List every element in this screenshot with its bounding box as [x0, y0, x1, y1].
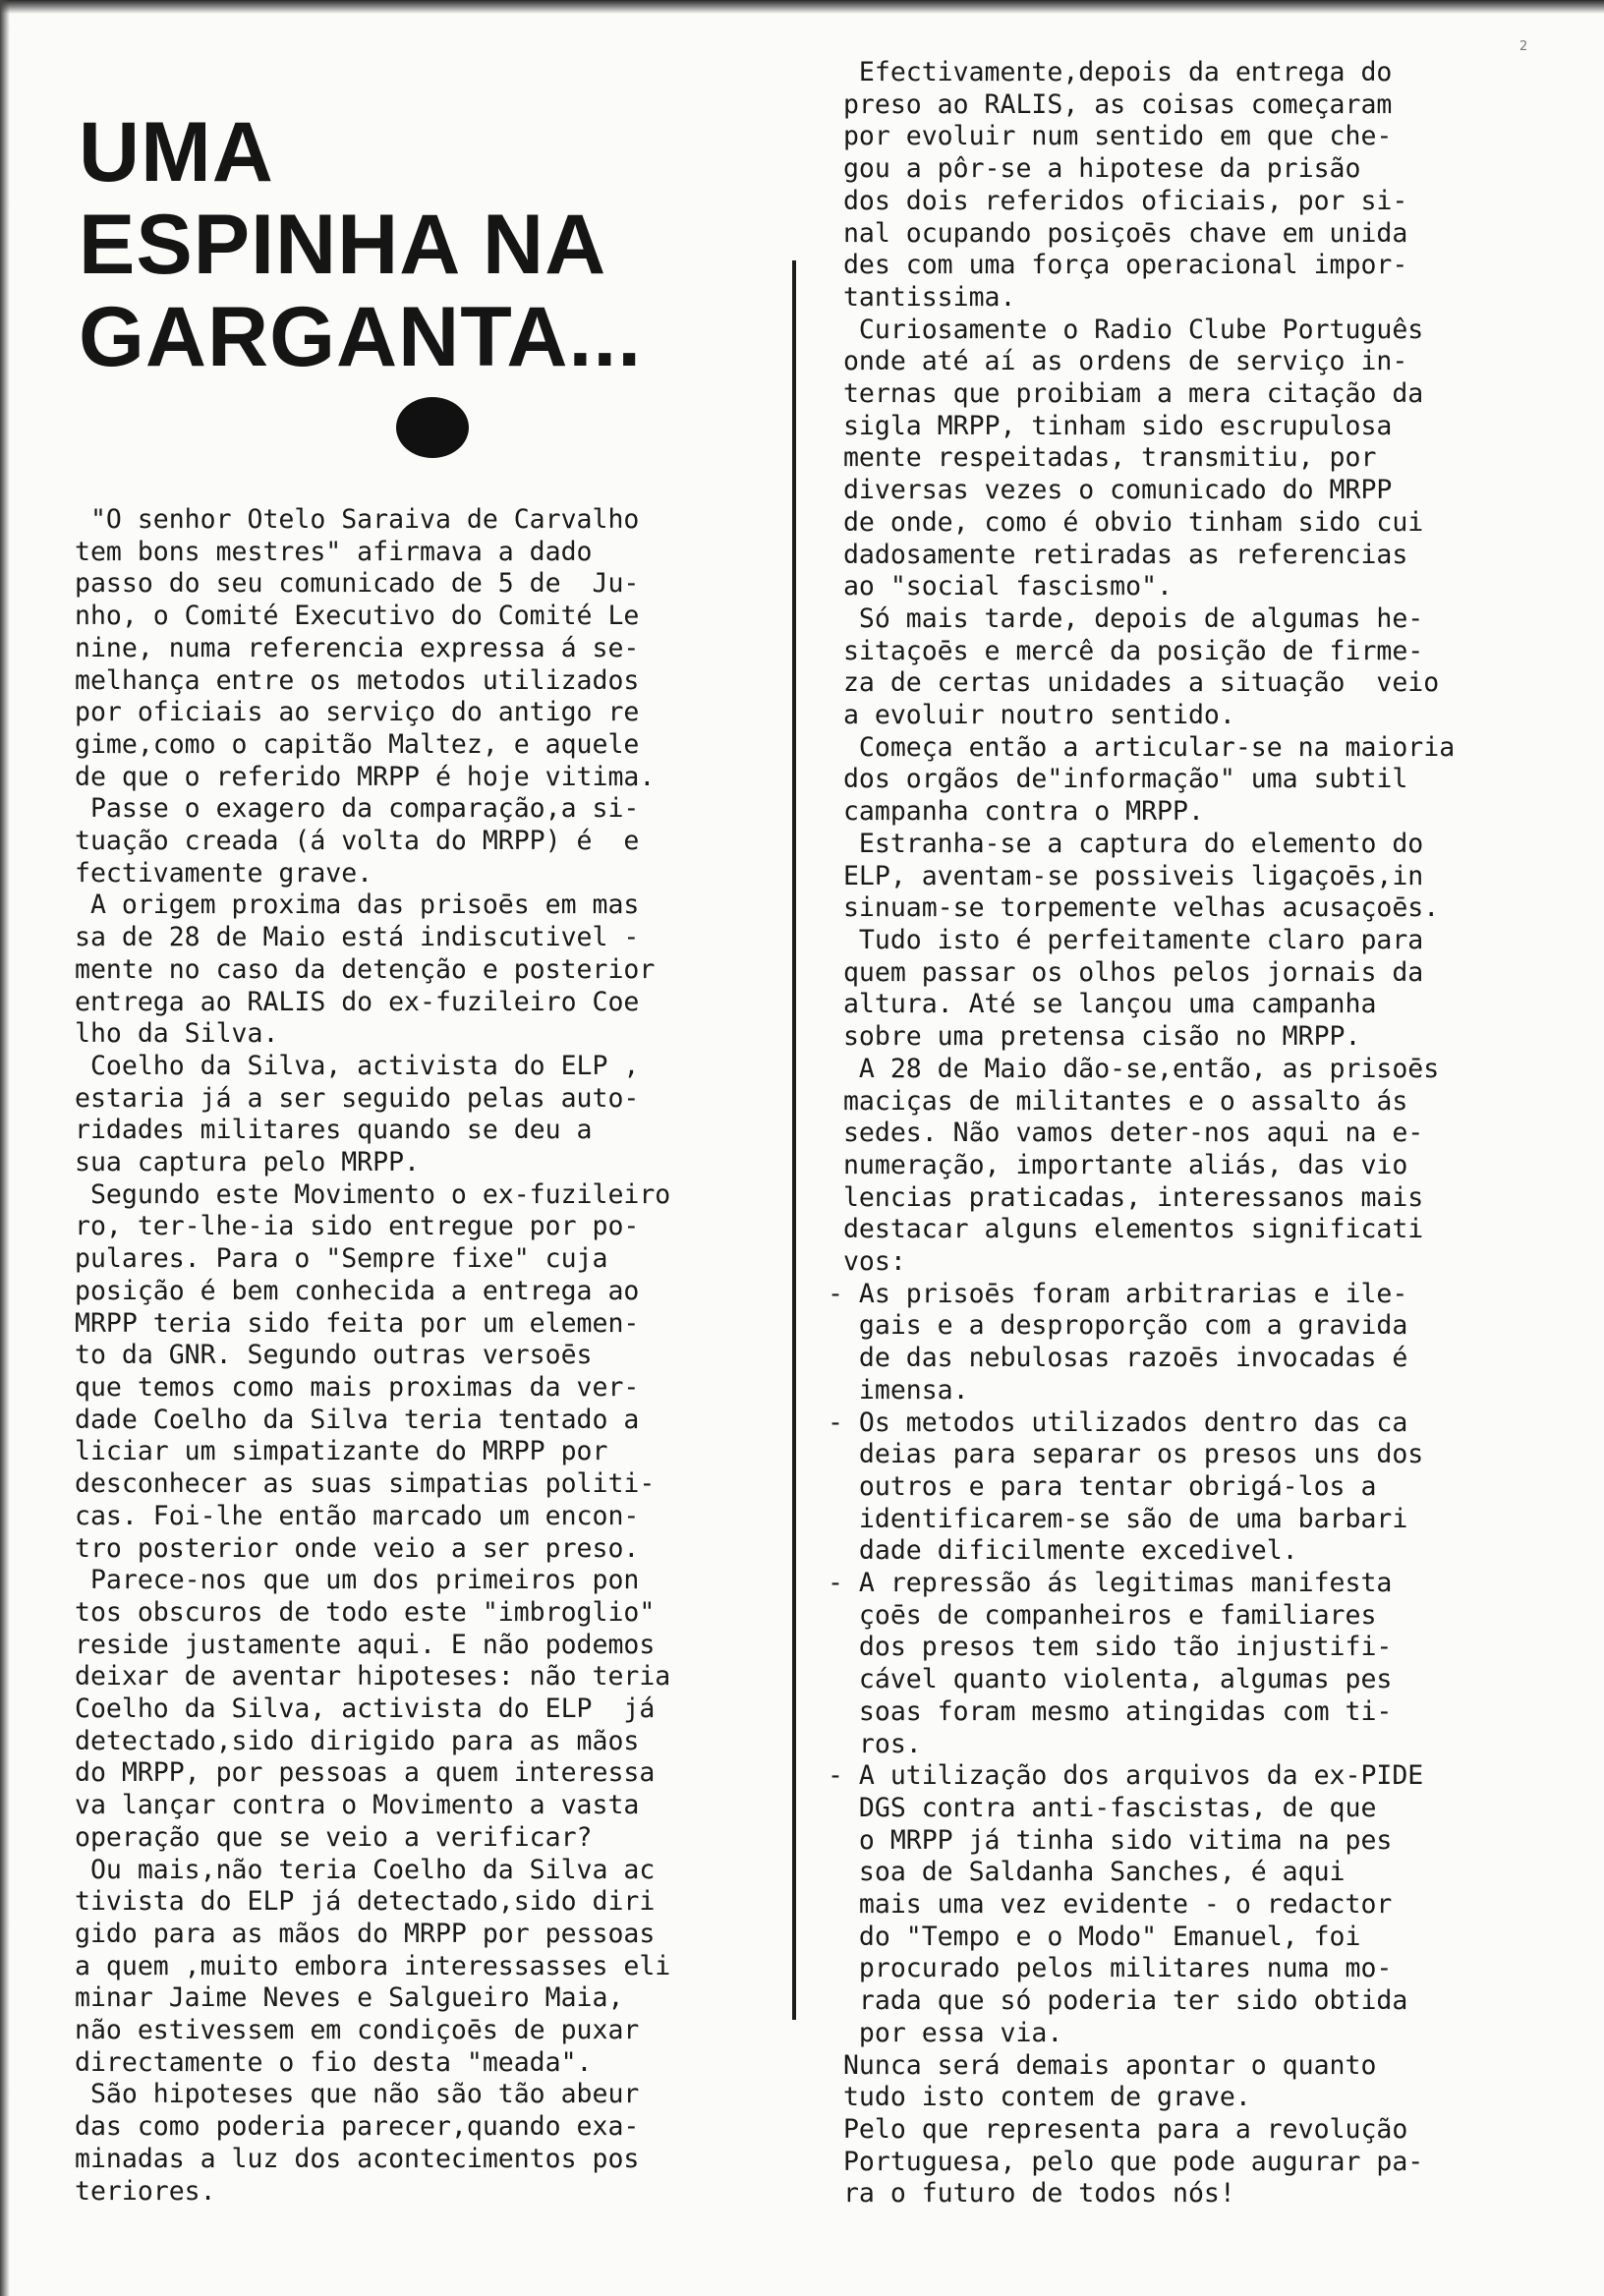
paragraph: Coelho da Silva, activista do ELP , estaria já a ser seguido pelas auto- ridades militares quando se deu a sua captura pelo MRPP.	[75, 1050, 640, 1178]
paragraph: "O senhor Otelo Saraiva de Carvalho tem bons mestres" afirmava a dado passo do seu comunicado de 5 de Ju- nho, o Comité Executivo do Comité Le nine, numa referencia expressa á se- melhança entre os metodos utilizados por oficiais ao serviço do antigo re gime,como o capitão Maltez, e aquele de que o referido MRPP é hoje vitima.	[75, 504, 656, 792]
paragraph: Segundo este Movimento o ex-fuzileiro ro, ter-lhe-ia sido entregue por po- pulares. Para o "Sempre fixe" cuja posição é bem conhecida a entrega ao MRPP teria sido feita por um elemen- to da GNR. Segundo outras versoēs que temos como mais proximas da ver- dade Coelho da Silva teria tentado a liciar um simpatizante do MRPP por desconhecer as suas simpatias politi- cas. Foi-lhe então marcado um encon- tro posterior onde veio a ser preso.	[75, 1178, 671, 1564]
paragraph: Parece-nos que um dos primeiros pon tos obscuros de todo este "imbroglio" reside justamente aqui. E não podemos deixar de aventar hipoteses: não teria Coelho da Silva, activista do ELP já detectado,sido dirigido para as mãos do MRPP, por pessoas a quem interessa va lançar contra o Movimento a vasta operação que se veio a verificar?	[75, 1565, 671, 1853]
paragraph: A origem proxima das prisoēs em mas sa de 28 de Maio está indiscutivel - mente no caso da detenção e posterior entrega ao RALIS do ex-fuzileiro Coe lho da Silva.	[75, 890, 656, 1050]
right-text-column	[828, 57, 1604, 2210]
list-item: - As prisoēs foram arbitrarias e ile- gais e a desproporção com a gravida de das nebulosas razoēs invocadas é imensa.	[828, 1278, 1408, 1406]
left-text-column	[75, 504, 802, 2208]
paragraph: Nunca será demais apontar o quanto tudo isto contem de grave.	[842, 2049, 1377, 2113]
paragraph: Tudo isto é perfeitamente claro para quem passar os olhos pelos jornais da altura. Até se lançou uma campanha sobre uma pretensa cisão no MRPP.	[842, 924, 1424, 1053]
paragraph: Efectivamente,depois da entrega do preso ao RALIS, as coisas começaram por evoluir num sentido em que che- gou a pôr-se a hipotese da prisão dos dois referidos oficiais, por si- nal ocupando posiçoēs chave em unida des com uma força operacional impor- tantissima.	[842, 57, 1408, 313]
column-divider	[792, 260, 796, 2020]
list-item: - Os metodos utilizados dentro das ca deias para separar os presos uns dos outros e para tentar obrigá-los a identificarem-se são de uma barbari dade dificilmente excedivel.	[828, 1406, 1424, 1567]
paragraph: Ou mais,não teria Coelho da Silva ac tivista do ELP já detectado,sido diri gido para as mãos do MRPP por pessoas a quem ,muito embora interessasses eli minar Jaime Neves e Salgueiro Maia, não estivessem em condiçoēs de puxar directamente o fio desta "meada".	[75, 1854, 671, 2078]
paragraph: Só mais tarde, depois de algumas he- sitaçoēs e mercê da posição de firme- za de certas unidades a situação veio a evoluir noutro sentido.	[842, 603, 1440, 731]
list-item: - A repressão ás legitimas manifesta çoēs de companheiros e familiares dos presos tem sido tão injustifi- cável quanto violenta, algumas pes soas foram mesmo atingidas com ti- ros.	[828, 1568, 1393, 1759]
article-headline: UMA ESPINHA NA GARGANTA...	[79, 105, 643, 384]
scan-top-edge	[0, 0, 1604, 14]
bullet-dot-ornament	[396, 397, 469, 458]
paragraph: Estranha-se a captura do elemento do ELP, aventam-se possiveis ligaçoēs,in sinuam-se torpemente velhas acusaçoēs.	[842, 828, 1440, 924]
scan-left-edge	[0, 0, 10, 2296]
paragraph: São hipoteses que não são tão abeur das como poderia parecer,quando exa- minadas a luz dos acontecimentos pos teriores.	[75, 2079, 640, 2207]
page-mark: 2	[1519, 39, 1528, 54]
paragraph: Passe o exagero da comparação,a si- tuação creada (á volta do MRPP) é e fectivamente grave.	[75, 793, 640, 889]
paragraph: Curiosamente o Radio Clube Português onde até aí as ordens de serviço in- ternas que proibiam a mera citação da sigla MRPP, tinham sido escrupulosa mente respeitadas, transmitiu, por diversas vezes o comunicado do MRPP de onde, como é obvio tinham sido cui dadosamente retiradas as referencias ao "social fascismo".	[842, 314, 1424, 603]
paragraph: Pelo que representa para a revolução Portuguesa, pelo que pode augurar pa- ra o futuro de todos nós!	[842, 2114, 1424, 2210]
paragraph: Começa então a articular-se na maioria dos orgãos de"informação" uma subtil campanha contra o MRPP.	[842, 731, 1456, 828]
list-item: - A utilização dos arquivos da ex-PIDE DGS contra anti-fascistas, de que o MRPP já tinha sido vitima na pes soa de Saldanha Sanches, é aqui mais uma vez evidente - o redactor do "Tempo e o Modo" Emanuel, foi procurado pelos militares numa mo- rada que só poderia ter sido obtida por essa via.	[828, 1760, 1424, 2048]
paragraph: A 28 de Maio dão-se,então, as prisoēs maciças de militantes e o assalto ás sedes. Não vamos deter-nos aqui na e- numeração, importante aliás, das vio lencias praticadas, interessanos mais destacar alguns elementos significati vos:	[842, 1053, 1440, 1278]
